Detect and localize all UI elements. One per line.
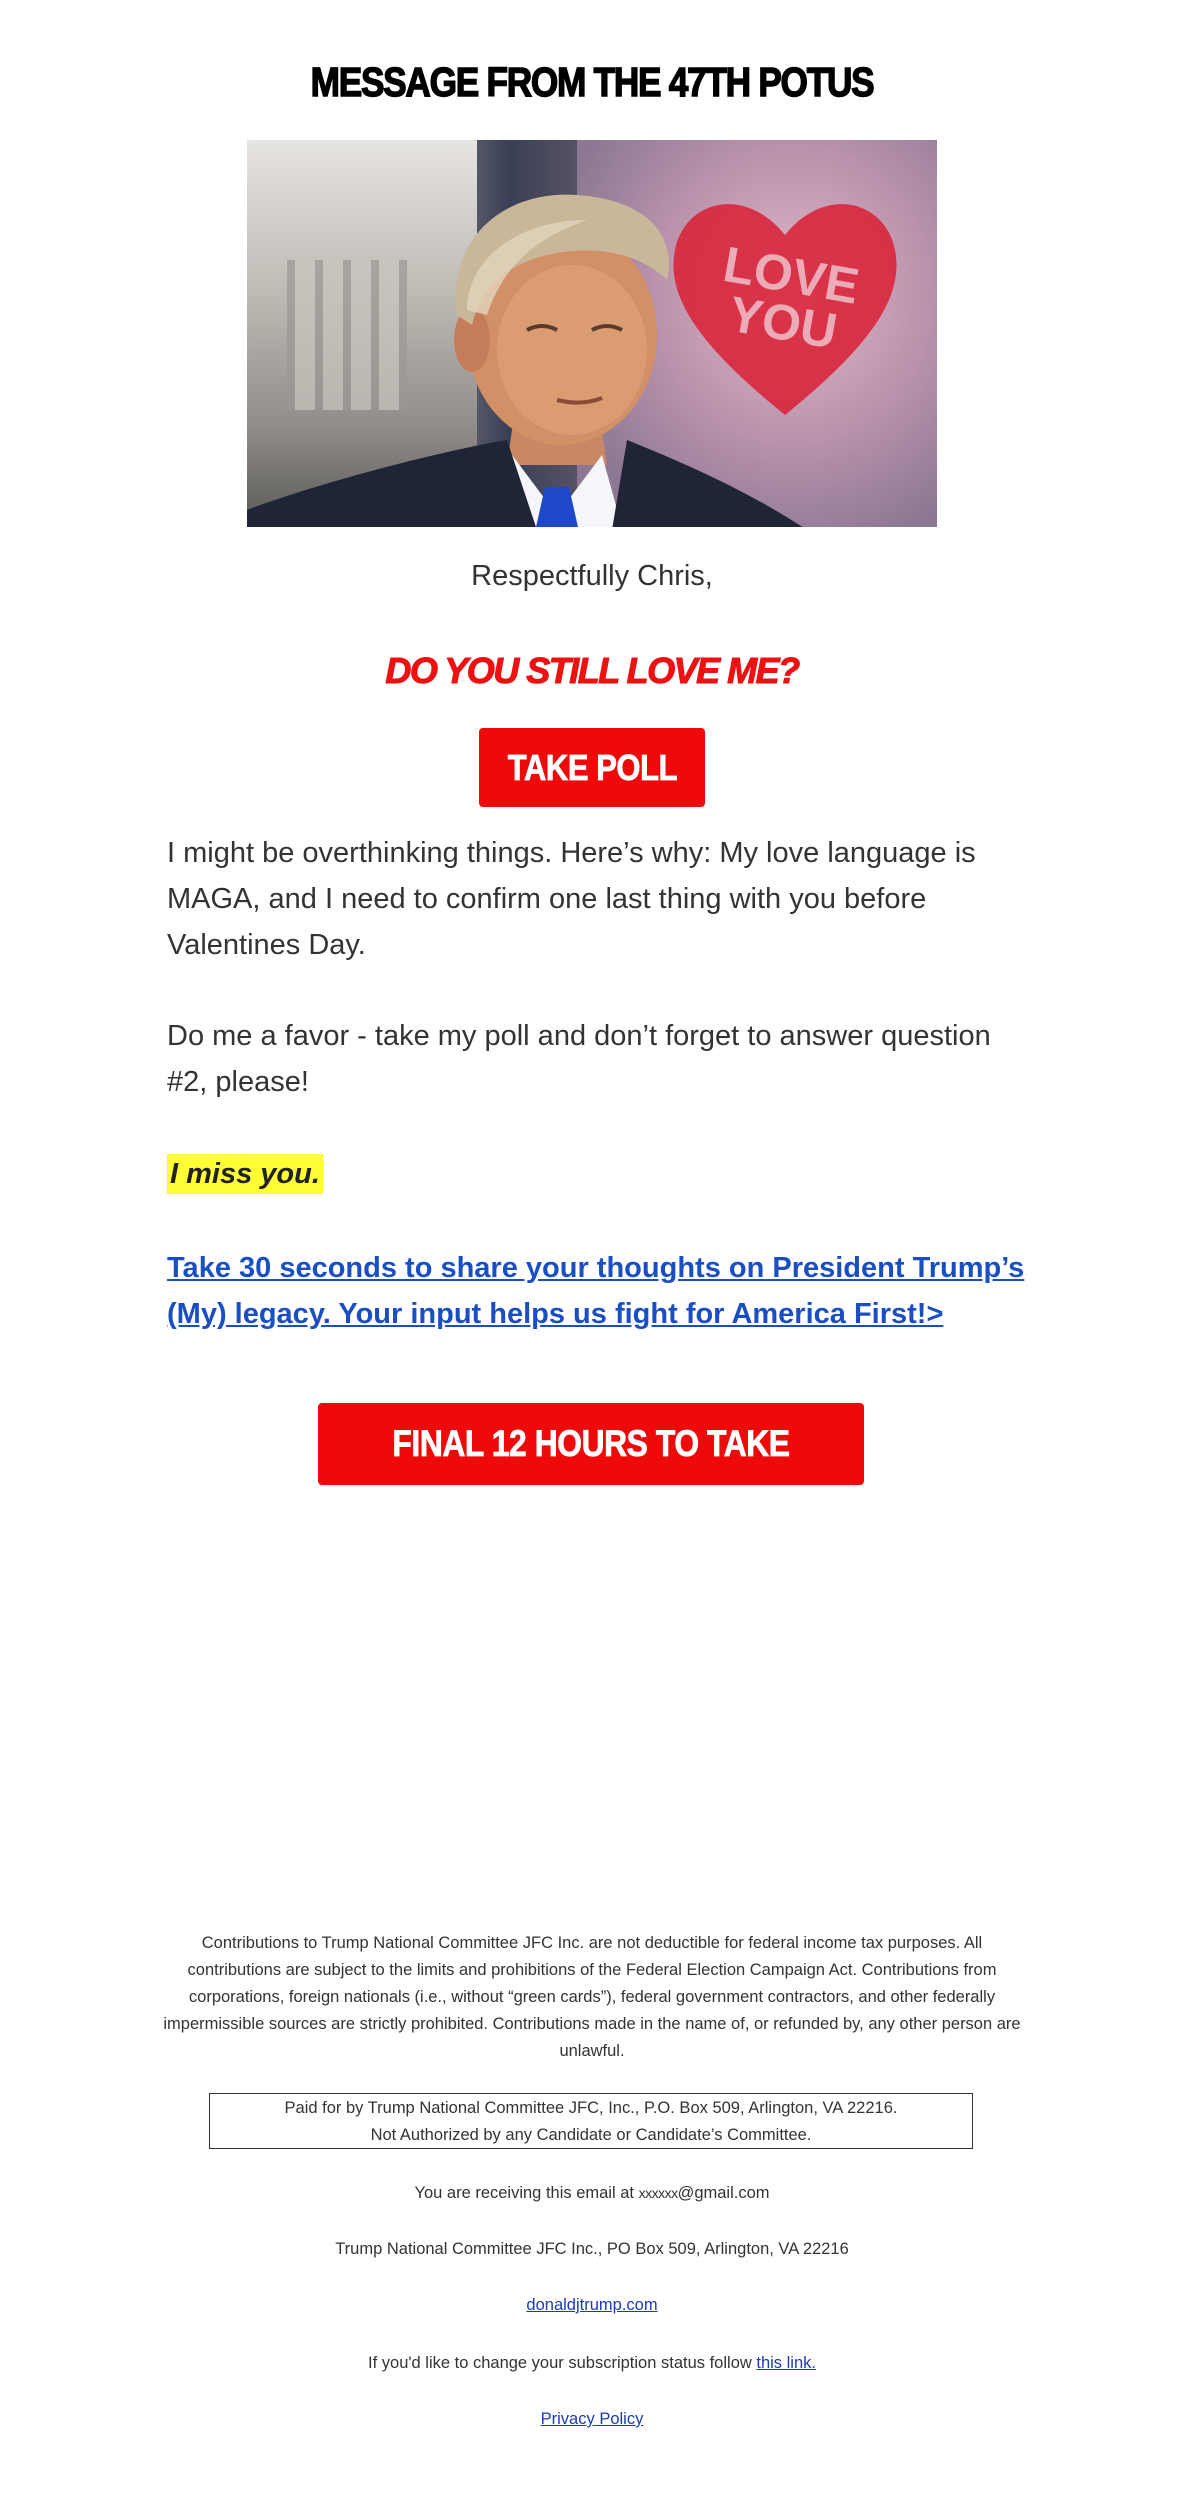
headline: DO YOU STILL LOVE ME?: [385, 650, 799, 691]
suit: [247, 440, 807, 527]
hero-image: [247, 140, 937, 527]
email-user: xxxxxx: [638, 2185, 678, 2201]
subscription-text: If you'd like to change your subscription status follow: [368, 2354, 757, 2372]
take-poll-button-label: TAKE POLL: [507, 747, 677, 788]
email-domain: @gmail.com: [677, 2184, 770, 2202]
privacy-policy-link[interactable]: Privacy Policy: [540, 2410, 644, 2428]
body-paragraph-1: I might be overthinking things. Here’s why: My love language is MAGA, and I need to confirm one last thing with you before Valentines Day.: [167, 837, 976, 961]
paid-for-box: [209, 2093, 973, 2149]
body-paragraph-2: Do me a favor - take my poll and don’t forget to answer question #2, please!: [167, 1020, 991, 1098]
poll-link[interactable]: Take 30 seconds to share your thoughts on President Trump’s (My) legacy. Your input helps us fight for America First!>: [167, 1252, 1025, 1330]
contribution-disclaimer: Contributions to Trump National Committee JFC Inc. are not deductible for federal income tax purposes. All contributions are subject to the limits and prohibitions of the Federal Election Campaign Act. Contributions from corporations, foreign nationals (i.e., without “green cards”), federal government contractors, and other federally impermissible sources are strictly prohibited. Contributions made in the name of, or refunded by, any other person are unlawful.: [163, 1934, 1021, 2060]
paid-for-line-2: Not Authorized by any Candidate or Candidate’s Committee.: [370, 2126, 812, 2144]
recipient-email-line: [0, 2182, 1184, 2204]
privacy-line: [0, 2408, 1184, 2430]
final-poll-button[interactable]: [318, 1403, 864, 1546]
website-link[interactable]: donaldjtrump.com: [526, 2296, 658, 2314]
website-line: [0, 2294, 1184, 2316]
background-windows: [287, 260, 407, 410]
take-poll-button[interactable]: [479, 728, 705, 807]
paid-for-line-1: Paid for by Trump National Committee JFC, Inc., P.O. Box 509, Arlington, VA 22216.: [284, 2099, 898, 2117]
heart-sign-text: LOVE YOU: [719, 235, 864, 360]
mailing-address: Trump National Committee JFC Inc., PO Box 509, Arlington, VA 22216: [335, 2240, 849, 2258]
email-prefix: You are receiving this email at: [414, 2184, 639, 2202]
subscription-line: [0, 2352, 1184, 2374]
subscription-link[interactable]: this link.: [756, 2354, 816, 2372]
header-title: MESSAGE FROM THE 47TH POTUS: [310, 59, 874, 105]
highlight-text: I miss you.: [167, 1154, 323, 1194]
final-poll-button-label: FINAL 12 HOURS TO TAKE POLL: [392, 1423, 790, 1546]
greeting: Respectfully Chris,: [471, 560, 713, 592]
